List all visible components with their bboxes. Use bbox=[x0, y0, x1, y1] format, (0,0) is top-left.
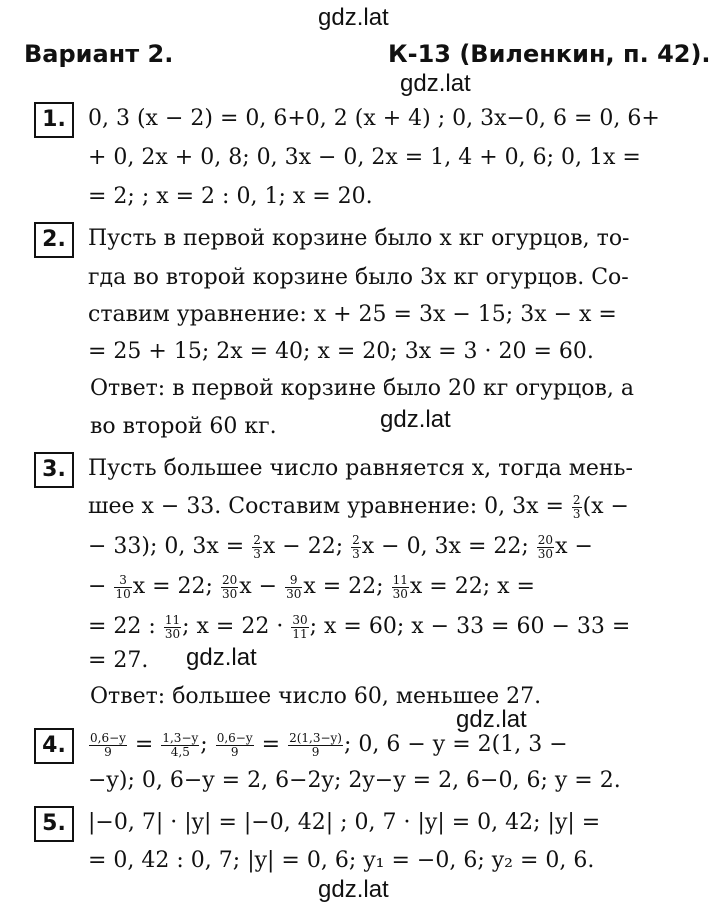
task-3-answer: Ответ: большее число 60, меньшее 27. bbox=[90, 684, 542, 709]
fraction: $\frac{20}{30}$ bbox=[537, 532, 554, 561]
task-5-line: = 0, 42 : 0, 7; |y| = 0, 6; y₁ = −0, 6; y₂ = 0, 6. bbox=[88, 848, 595, 873]
task-3-line: − $\frac{3}{10}$ x = 22; $\frac{20}{30}$ x − $\frac{9}{30}$ x = 22; $\frac{11}{30}$ x = 22; x = bbox=[88, 572, 535, 601]
task-2-answer: Ответ: в первой корзине было 20 кг огурцов, а bbox=[90, 376, 634, 401]
fraction: $\frac{3}{10}$ bbox=[115, 572, 131, 601]
fraction: $\frac{11}{30}$ bbox=[392, 572, 408, 601]
task-3-line: = 27. bbox=[88, 648, 149, 673]
task-number-3: 3. bbox=[34, 452, 74, 488]
task-3-line: = 22 : $\frac{11}{30}$ ; x = 22 · $\frac{30}{11}$ ; x = 60; x − 33 = 60 − 33 = bbox=[88, 612, 631, 641]
fraction: $\frac{2}{3}$ bbox=[352, 532, 360, 561]
fraction: $\frac{2}{3}$ bbox=[572, 492, 581, 521]
test-reference: К-13 (Виленкин, п. 42). bbox=[388, 40, 711, 68]
task-3-line: − 33); 0, 3x = $\frac{2}{3}$ x − 22; $\frac{2}{3}$ x − 0, 3x = 22; $\frac{20}{30}$ x − bbox=[88, 532, 593, 561]
fraction: $\frac{2}{3}$ bbox=[253, 532, 261, 561]
task-2-answer: во второй 60 кг. bbox=[90, 414, 277, 439]
task-2-line: ставим уравнение: x + 25 = 3x − 15; 3x − x = bbox=[88, 302, 617, 327]
fraction: $\frac{30}{11}$ bbox=[292, 612, 308, 641]
task-4-line: −y); 0, 6−y = 2, 6−2y; 2y−y = 2, 6−0, 6; y = 2. bbox=[88, 768, 621, 793]
task-1-line: + 0, 2x + 0, 8; 0, 3x − 0, 2x = 1, 4 + 0, 6; 0, 1x = bbox=[88, 145, 641, 170]
fraction: $\frac{1,3-y}{4,5}$ bbox=[162, 730, 199, 759]
task-1-line: = 2; ; x = 2 : 0, 1; x = 20. bbox=[88, 184, 373, 209]
watermark: gdz.lat bbox=[318, 4, 389, 31]
task-number-1: 1. bbox=[34, 102, 74, 138]
fraction: $\frac{0,6-y}{9}$ bbox=[216, 730, 253, 759]
watermark: gdz.lat bbox=[400, 70, 471, 97]
watermark: gdz.lat bbox=[186, 644, 257, 671]
variant-title: Вариант 2. bbox=[24, 40, 174, 68]
task-5-line: |−0, 7| · |y| = |−0, 42| ; 0, 7 · |y| = 0, 42; |y| = bbox=[88, 810, 601, 835]
watermark: gdz.lat bbox=[318, 876, 389, 903]
fraction: $\frac{0,6-y}{9}$ bbox=[90, 730, 126, 759]
task-2-line: = 25 + 15; 2x = 40; x = 20; 3x = 3 · 20 = 60. bbox=[88, 339, 594, 364]
task-3-line: Пусть большее число равняется x, тогда мень- bbox=[88, 456, 633, 481]
fraction: $\frac{11}{30}$ bbox=[164, 612, 181, 641]
fraction: $\frac{2(1,3-y)}{9}$ bbox=[289, 730, 342, 759]
watermark: gdz.lat bbox=[456, 706, 527, 733]
task-2-line: Пусть в первой корзине было x кг огурцов, то- bbox=[88, 226, 630, 251]
task-2-line: гда во второй корзине было 3x кг огурцов. Со- bbox=[88, 265, 629, 290]
watermark: gdz.lat bbox=[380, 406, 451, 433]
task-3-line: шее x − 33. Составим уравнение: 0, 3x = $\frac{2}{3}$ (x − bbox=[88, 492, 629, 521]
fraction: $\frac{9}{30}$ bbox=[286, 572, 302, 601]
task-number-5: 5. bbox=[34, 806, 74, 842]
fraction: $\frac{20}{30}$ bbox=[221, 572, 238, 601]
task-1-line: 0, 3 (x − 2) = 0, 6+0, 2 (x + 4) ; 0, 3x−0, 6 = 0, 6+ bbox=[88, 106, 660, 131]
task-number-2: 2. bbox=[34, 222, 74, 258]
task-4-line: $\frac{0,6-y}{9}$ = $\frac{1,3-y}{4,5}$ ; $\frac{0,6-y}{9}$ = $\frac{2(1,3-y)}{9}$ ; 0, 6 − y = 2(1, 3 − bbox=[90, 730, 568, 759]
task-number-4: 4. bbox=[34, 728, 74, 764]
